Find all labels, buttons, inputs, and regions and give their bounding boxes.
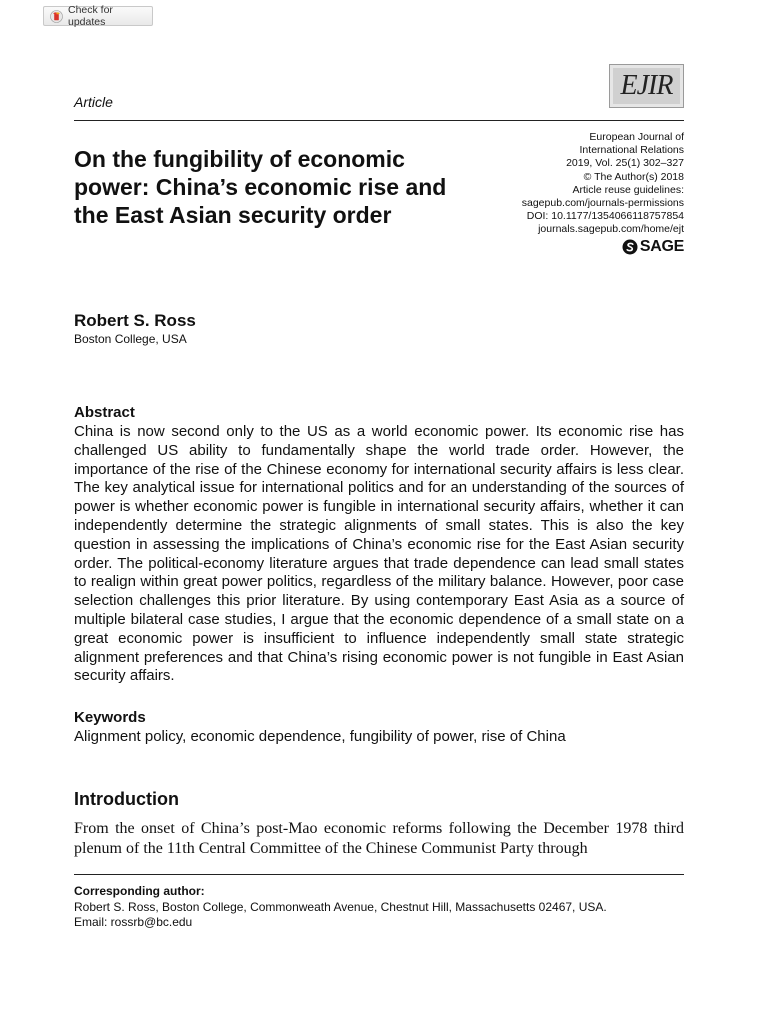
keywords-text: Alignment policy, economic dependence, fungibility of power, rise of China xyxy=(74,728,566,745)
corresponding-author-heading: Corresponding author: xyxy=(74,884,205,898)
article-type-label: Article xyxy=(74,94,113,110)
journal-logo: EJIR xyxy=(610,65,683,107)
author-affiliation: Boston College, USA xyxy=(74,332,187,346)
journal-name-line-1: European Journal of xyxy=(589,131,684,143)
journal-name-line-2: International Relations xyxy=(579,144,684,157)
keywords-heading: Keywords xyxy=(74,709,146,726)
journal-home-link[interactable]: journals.sagepub.com/home/ejt xyxy=(538,223,684,236)
sage-logo xyxy=(622,238,684,256)
reuse-guidelines-label: Article reuse guidelines: xyxy=(572,183,684,196)
author-name: Robert S. Ross xyxy=(74,311,196,330)
volume-info: 2019, Vol. 25(1) 302–327 xyxy=(566,157,684,170)
copyright: © The Author(s) 2018 xyxy=(583,170,684,183)
corresponding-author-address: Robert S. Ross, Boston College, Commonweath Avenue, Chestnut Hill, Massachusetts 02467, USA. xyxy=(74,900,607,914)
corresponding-author-email[interactable]: Email: rossrb@bc.edu xyxy=(74,915,193,929)
publisher-name: SAGE xyxy=(639,238,684,255)
abstract-text: China is now second only to the US as a world economic power. Its economic rise has challenged US ability to fundamentally shape the world trade order. However, the importance of the rise of the Chinese economy for international security affairs is less clear. The key analytical issue for international politics and for an understanding of the sources of power is whether economic power is fungible in international security affairs, whether it can independently determine the strategic alignments of small states. This is also the key question in assessing the implications of China’s economic rise for the East Asian security order. The political-economy literature argues that trade dependence can lead small states to realign within great power politics, regardless of the military balance. However, poor case selection challenges this prior literature. By using contemporary East Asia as a source of multiple bilateral case studies, I argue that the economic dependence of a small state on a great economic power is insufficient to influence independently small state strategic alignment preferences and that China’s rising economic power is not fungible in East Asian security affairs. xyxy=(74,423,684,685)
header-divider xyxy=(74,120,684,121)
abstract-heading: Abstract xyxy=(74,404,135,421)
sage-s-icon xyxy=(622,239,638,255)
doi[interactable]: DOI: 10.1177/1354066118757854 xyxy=(526,210,684,223)
footnote-divider xyxy=(74,874,684,875)
article-title: On the fungibility of economic power: China’s economic rise and the East Asian security order xyxy=(74,146,447,228)
introduction-heading: Introduction xyxy=(74,789,179,809)
introduction-text: From the onset of China’s post-Mao economic reforms following the December 1978 third plenum of the 11th Central Committee of the Chinese Communist Party through xyxy=(74,820,684,857)
check-updates-icon xyxy=(50,10,63,23)
check-for-updates-button[interactable] xyxy=(43,6,153,26)
permissions-link[interactable]: sagepub.com/journals-permissions xyxy=(521,197,684,210)
check-for-updates-label: Check for updates xyxy=(68,4,113,28)
journal-metadata xyxy=(444,131,684,237)
